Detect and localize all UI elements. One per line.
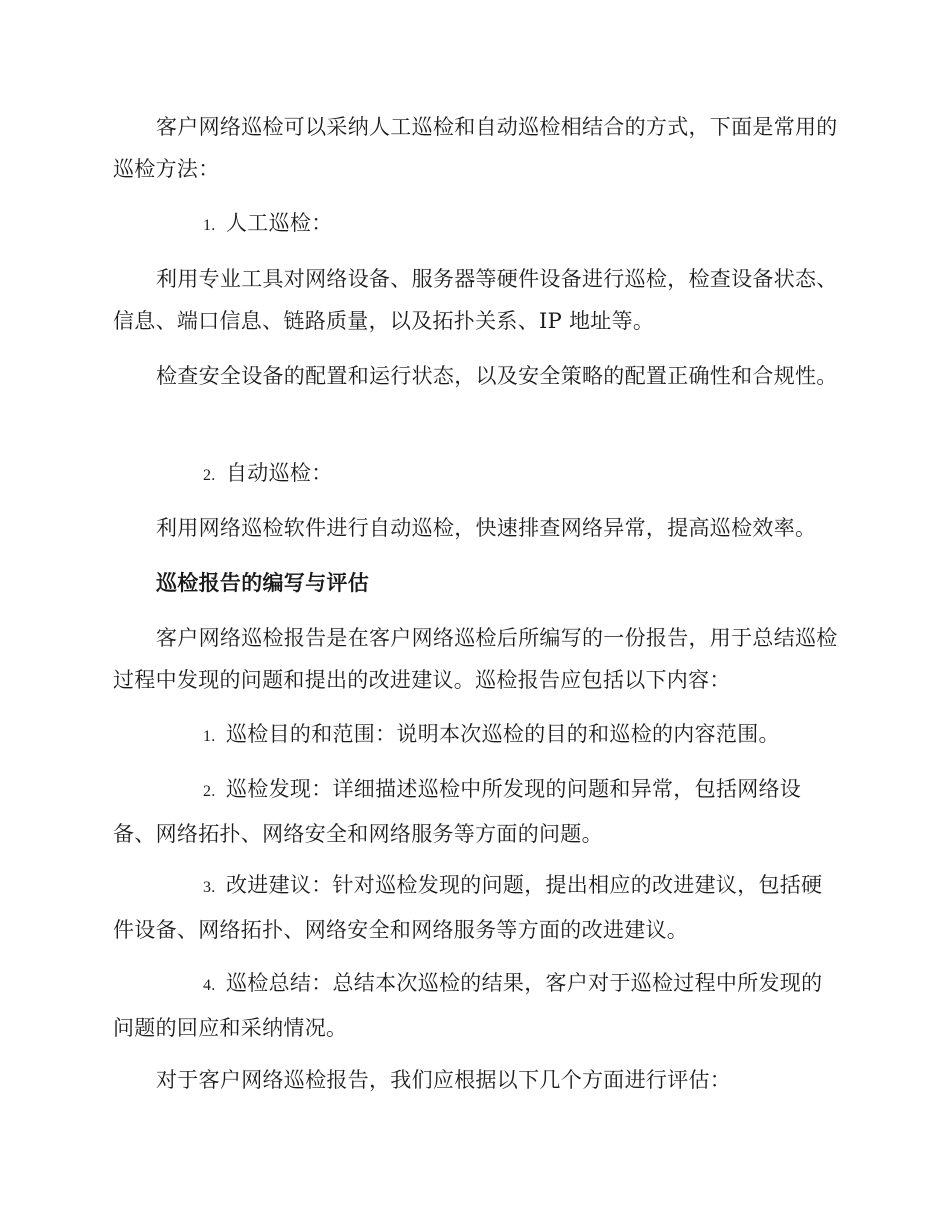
manual-inspection-paragraph: 利用专业工具对网络设备、服务器等硬件设备进行巡检，检查设备状态、信息、端口信息、链路质量，以及拓扑关系、IP 地址等。	[113, 267, 838, 333]
list-number: 3.	[203, 879, 216, 896]
list-item	[113, 962, 838, 1049]
list-item	[113, 864, 838, 951]
list-item-manual-inspection	[113, 202, 838, 247]
list-item-text: 巡检总结：总结本次巡检的结果，客户对于巡检过程中所发现的问题的回应和采纳情况。	[113, 971, 823, 1040]
list-item-label: 自动巡检：	[226, 461, 333, 485]
list-item-label: 人工巡检：	[226, 211, 333, 235]
section-heading: 巡检报告的编写与评估	[156, 570, 369, 595]
auto-inspection-paragraph: 利用网络巡检软件进行自动巡检，快速排查网络异常，提高巡检效率。	[156, 516, 817, 540]
list-number: 1.	[203, 728, 216, 745]
intro-paragraph: 客户网络巡检可以采纳人工巡检和自动巡检相结合的方式，下面是常用的巡检方法：	[113, 115, 838, 181]
list-number: 1.	[203, 217, 216, 234]
list-item	[113, 713, 838, 758]
security-check-paragraph: 检查安全设备的配置和运行状态，以及安全策略的配置正确性和合规性。	[156, 364, 838, 388]
list-number: 2.	[203, 467, 216, 484]
list-number: 2.	[203, 783, 216, 800]
report-intro-paragraph: 客户网络巡检报告是在客户网络巡检后所编写的一份报告，用于总结巡检过程中发现的问题和提出的改进建议。巡检报告应包括以下内容：	[113, 626, 838, 692]
list-item-auto-inspection	[113, 452, 838, 497]
list-item-text: 改进建议：针对巡检发现的问题，提出相应的改进建议，包括硬件设备、网络拓扑、网络安全和网络服务等方面的改进建议。	[113, 873, 823, 942]
evaluation-intro-paragraph: 对于客户网络巡检报告，我们应根据以下几个方面进行评估：	[156, 1068, 732, 1092]
list-item	[113, 768, 838, 855]
list-item-text: 巡检目的和范围：说明本次巡检的目的和巡检的内容范围。	[226, 722, 780, 746]
list-item-text: 巡检发现：详细描述巡检中所发现的问题和异常，包括网络设备、网络拓扑、网络安全和网络服务等方面的问题。	[113, 777, 802, 846]
list-number: 4.	[203, 977, 216, 994]
